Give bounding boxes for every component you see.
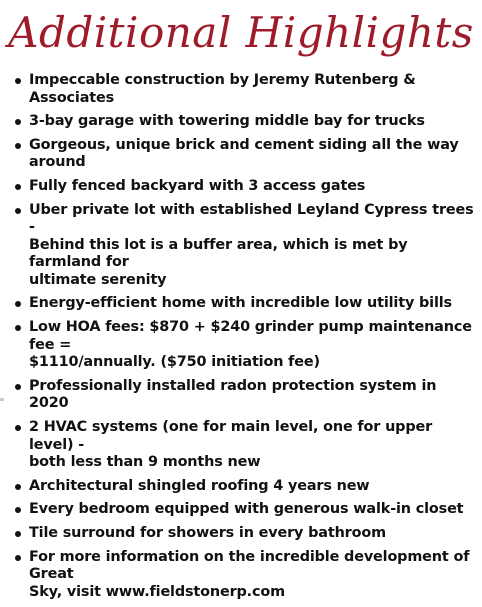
list-item [14,525,480,543]
bullet-icon [15,531,21,537]
list-item [14,137,480,172]
list-item-text: Tile surround for showers in every bathroom [29,525,386,542]
bullet-icon [15,208,21,214]
bullet-icon [15,425,21,431]
list-item-text: Low HOA fees: $870 + $240 grinder pump maintenance fee = $1110/annually. ($750 initiation fee) [29,319,472,371]
list-item-text: Fully fenced backyard with 3 access gates [29,178,366,195]
list-item-text: Every bedroom equipped with generous walk-in closet [29,501,464,518]
list-item [14,549,480,602]
bullet-icon [15,325,21,331]
bullet-icon [15,301,21,307]
list-item-text: Gorgeous, unique brick and cement siding all the way around [29,136,459,171]
bullet-icon [15,119,21,125]
list-item [14,478,480,496]
list-item [14,178,480,196]
list-item [14,419,480,472]
bullet-icon [15,143,21,149]
bullet-icon [15,184,21,190]
bullet-icon [15,555,21,561]
bullet-icon [15,484,21,490]
list-item [14,202,480,290]
list-item-text: Professionally installed radon protection system in 2020 [29,377,437,412]
list-item [14,295,480,313]
bullet-icon [15,78,21,84]
list-item [14,378,480,413]
bullet-icon [15,384,21,390]
list-item-text: Energy-efficient home with incredible low utility bills [29,295,452,312]
list-item [14,319,480,372]
page-title: Additional Highlights [8,8,474,57]
list-item-text: Uber private lot with established Leyland Cypress trees - Behind this lot is a buffer area, which is met by farmland for ultimate serenity [29,201,474,288]
list-item-text: Architectural shingled roofing 4 years new [29,477,370,494]
list-item-text: 3-bay garage with towering middle bay for trucks [29,113,425,130]
stray-mark [0,398,4,401]
bullet-icon [15,507,21,513]
list-item-text: Impeccable construction by Jeremy Rutenberg & Associates [29,72,416,106]
list-item [14,501,480,519]
highlights-list [14,72,480,607]
list-item [14,72,480,107]
list-item [14,113,480,131]
list-item-text: 2 HVAC systems (one for main level, one for upper level) - both less than 9 months new [29,419,433,470]
list-item-text: For more information on the incredible development of Great Sky, visit www.fieldstonerp.com [29,548,470,600]
